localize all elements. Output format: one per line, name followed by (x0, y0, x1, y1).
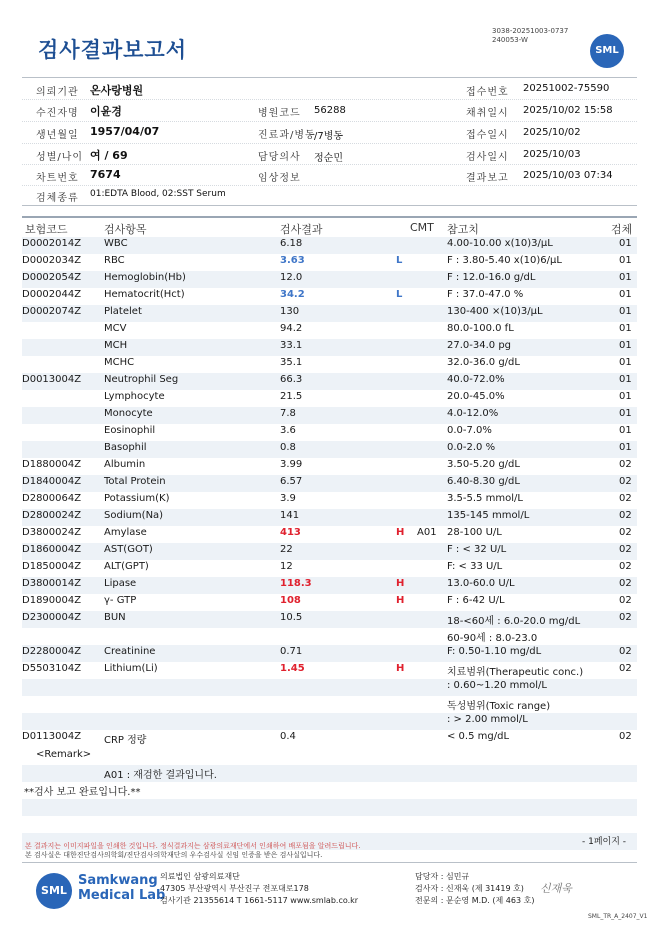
samkwang-logo-icon: SML (36, 873, 72, 909)
cell-ref: 40.0-72.0% (447, 374, 505, 385)
cell-item: Lipase (104, 578, 137, 589)
cell-result: 22 (280, 544, 293, 555)
specimen-label: 검체종류 (36, 193, 79, 204)
cell-code: D0013004Z (22, 374, 82, 385)
cell-item: Hemoglobin(Hb) (104, 272, 186, 283)
cell-item: Albumin (104, 459, 146, 470)
cell-result: 3.6 (280, 425, 296, 436)
cell-specimen: 01 (619, 442, 632, 453)
cell-ref: 32.0-36.0 g/dL (447, 357, 520, 368)
cell-ref: 80.0-100.0 fL (447, 323, 514, 334)
cell-result: 3.99 (280, 459, 303, 470)
dept-value: /7병동 (314, 131, 344, 142)
remark-label: <Remark> (36, 749, 92, 760)
cell-specimen: 02 (619, 476, 632, 487)
sml-logo: SML (590, 34, 624, 68)
cell-result: 141 (280, 510, 300, 521)
cell-ref: F : 37.0-47.0 % (447, 289, 524, 300)
cell-ref: 60-90세 : 8.0-23.0 (447, 633, 538, 644)
cell-specimen: 02 (619, 527, 632, 538)
receipt-date-label: 접수일시 (466, 130, 509, 141)
cell-code: D2280004Z (22, 646, 82, 657)
cell-specimen: 02 (619, 578, 632, 589)
row-divider (22, 164, 637, 165)
cell-item: Hematocrit(Hct) (104, 289, 185, 300)
collect-value: 2025/10/02 15:58 (523, 105, 613, 116)
org-contact: 검사기관 21355614 T 1661-5117 www.smlab.co.kr (160, 896, 359, 905)
cell-ref: 20.0-45.0% (447, 391, 505, 402)
hospital-label: 의뢰기관 (36, 87, 79, 98)
cell-result: 21.5 (280, 391, 303, 402)
cell-specimen: 01 (619, 323, 632, 334)
cell-code: D1850004Z (22, 561, 82, 572)
examiner-signature: 신재욱 (540, 882, 572, 895)
cell-code: D2800024Z (22, 510, 82, 521)
doctor-label: 담당의사 (258, 152, 301, 163)
cell-ref: 4.00-10.00 x(10)3/μL (447, 238, 553, 249)
cell-result: 94.2 (280, 323, 303, 334)
cell-specimen: 01 (619, 289, 632, 300)
cell-ref: F: < 33 U/L (447, 561, 503, 572)
cell-item: Eosinophil (104, 425, 156, 436)
col-header-specimen: 검체 (611, 223, 633, 236)
cell-result: 108 (280, 595, 301, 606)
divider (22, 205, 637, 206)
cell-flag: H (396, 663, 405, 674)
cell-ref: 130-400 ×(10)3/μL (447, 306, 543, 317)
cell-item: Basophil (104, 442, 147, 453)
row-divider (22, 185, 637, 186)
cell-specimen: 01 (619, 391, 632, 402)
cell-specimen: 02 (619, 595, 632, 606)
divider (22, 77, 637, 78)
cell-code: D0002034Z (22, 255, 82, 266)
cell-ref: < 0.5 mg/dL (447, 731, 510, 742)
cell-code: D1840004Z (22, 476, 82, 487)
cell-cmt: A01 (417, 527, 437, 538)
clinical-label: 임상정보 (258, 173, 301, 184)
cell-result: 6.18 (280, 238, 303, 249)
cell-result: 0.71 (280, 646, 303, 657)
cell-result: 118.3 (280, 578, 312, 589)
cell-ref: 28-100 U/L (447, 527, 502, 538)
cell-result: 10.5 (280, 612, 303, 623)
dob-label: 생년월일 (36, 130, 79, 141)
cell-item: Lymphocyte (104, 391, 165, 402)
staff-info (415, 871, 534, 907)
cell-ref: F : 3.80-5.40 x(10)6/μL (447, 255, 562, 266)
col-header-ref: 참고치 (447, 223, 479, 236)
chart-value: 7674 (90, 168, 121, 181)
cell-result: 66.3 (280, 374, 303, 385)
cell-specimen: 01 (619, 425, 632, 436)
divider (22, 862, 637, 863)
cell-item: Total Protein (104, 476, 166, 487)
cell-result: 3.63 (280, 255, 305, 266)
cell-specimen: 01 (619, 408, 632, 419)
logo-line2: Medical Lab (78, 888, 166, 903)
logo-line1: Samkwang (78, 873, 158, 888)
cell-specimen: 02 (619, 510, 632, 521)
cell-item: γ- GTP (104, 595, 137, 606)
cell-ref: 4.0-12.0% (447, 408, 499, 419)
cell-code: D1860004Z (22, 544, 82, 555)
receipt-no-value: 20251002-75590 (523, 83, 610, 94)
samkwang-logo-text (78, 873, 165, 903)
cell-result: 35.1 (280, 357, 303, 368)
cell-result: 6.57 (280, 476, 303, 487)
col-header-item: 검사항목 (104, 223, 147, 236)
cell-flag: H (396, 578, 405, 589)
receipt-date-value: 2025/10/02 (523, 127, 581, 138)
cell-specimen: 02 (619, 459, 632, 470)
name-value: 이윤경 (90, 105, 122, 118)
row-divider (22, 143, 637, 144)
hospital-value: 온사랑병원 (90, 84, 144, 97)
cell-ref: 13.0-60.0 U/L (447, 578, 515, 589)
specimen-value: 01:EDTA Blood, 02:SST Serum (90, 189, 226, 199)
org-info (160, 871, 358, 907)
document-id (492, 27, 568, 45)
cell-flag: L (396, 255, 403, 266)
cell-ref: 0.0-7.0% (447, 425, 492, 436)
cell-ref: 6.40-8.30 g/dL (447, 476, 520, 487)
cell-specimen: 02 (619, 561, 632, 572)
col-header-result: 검사결과 (280, 223, 323, 236)
sex-age-label: 성별/나이 (36, 152, 84, 163)
cell-code: D0002074Z (22, 306, 82, 317)
cell-ref: 독성범위(Toxic range) (447, 701, 551, 712)
cell-code: D2800064Z (22, 493, 82, 504)
cell-code: D1890004Z (22, 595, 82, 606)
cell-result: 130 (280, 306, 300, 317)
cell-item: BUN (104, 612, 126, 623)
cell-flag: H (396, 595, 405, 606)
test-date-label: 검사일시 (466, 152, 509, 163)
cell-item: MCV (104, 323, 127, 334)
org-address: 47305 부산광역시 부산진구 전포대로178 (160, 884, 309, 893)
org-name: 의료법인 삼광의료재단 (160, 872, 240, 881)
row-band (22, 713, 637, 730)
cell-specimen: 02 (619, 663, 632, 674)
name-label: 수진자명 (36, 108, 79, 119)
row-divider (22, 121, 637, 122)
cell-code: D3800014Z (22, 578, 82, 589)
cell-code: D0113004Z (22, 731, 82, 742)
remark-a01: A01 : 재검한 결과입니다. (104, 770, 217, 781)
cell-code: D5503104Z (22, 663, 82, 674)
form-code: SML_TR_A_2407_V1 (588, 913, 648, 920)
cell-item: Sodium(Na) (104, 510, 164, 521)
cell-ref: 치료범위(Therapeutic conc.) (447, 667, 584, 678)
col-header-code: 보험코드 (25, 223, 68, 236)
image-warning-note: 본 결과지는 이미지파일을 인쇄한 것입니다. 정식결과지는 삼광의료재단에서 인쇄하여 배포됨을 알려드립니다. (25, 842, 361, 850)
chart-label: 차트번호 (36, 173, 79, 184)
cell-item: Potassium(K) (104, 493, 170, 504)
cell-ref: F : 12.0-16.0 g/dL (447, 272, 536, 283)
cell-ref: 135-145 mmol/L (447, 510, 530, 521)
receipt-no-label: 접수번호 (466, 87, 509, 98)
cell-result: 413 (280, 527, 301, 538)
cell-item: Creatinine (104, 646, 156, 657)
cell-item: CRP 정량 (104, 735, 147, 746)
sex-age-value: 여 / 69 (90, 149, 128, 162)
cell-result: 7.8 (280, 408, 296, 419)
cell-result: 0.4 (280, 731, 296, 742)
cell-ref: : 0.60~1.20 mmol/L (447, 680, 547, 691)
page-title: 검사결과보고서 (38, 38, 188, 62)
report-label: 결과보고 (466, 173, 509, 184)
cell-item: Amylase (104, 527, 147, 538)
certification-note: 본 검사실은 대한진단검사의학회/진단검사의학재단의 우수검사실 신임 인증을 받은 검사실입니다. (25, 851, 323, 859)
cell-item: Lithium(Li) (104, 663, 158, 674)
hosp-code-label: 병원코드 (258, 108, 301, 119)
report-complete-note: **검사 보고 완료입니다.** (24, 787, 141, 798)
report-value: 2025/10/03 07:34 (523, 170, 613, 181)
cell-ref: 3.5-5.5 mmol/L (447, 493, 523, 504)
cell-ref: 27.0-34.0 pg (447, 340, 512, 351)
cell-ref: F : 6-42 U/L (447, 595, 505, 606)
cell-specimen: 01 (619, 374, 632, 385)
cell-result: 33.1 (280, 340, 303, 351)
cell-result: 3.9 (280, 493, 296, 504)
cell-ref: 3.50-5.20 g/dL (447, 459, 520, 470)
cell-code: D3800024Z (22, 527, 82, 538)
dob-value: 1957/04/07 (90, 125, 160, 138)
cell-ref: 0.0-2.0 % (447, 442, 496, 453)
cell-ref: F: 0.50-1.10 mg/dL (447, 646, 542, 657)
cell-item: MCH (104, 340, 128, 351)
cell-code: D0002054Z (22, 272, 82, 283)
cell-specimen: 01 (619, 340, 632, 351)
cell-item: MCHC (104, 357, 135, 368)
cell-item: WBC (104, 238, 128, 249)
row-band (22, 799, 637, 816)
cell-ref: : > 2.00 mmol/L (447, 714, 528, 725)
examiner: 검사자 : 신재욱 (제 31419 호) (415, 884, 524, 893)
col-header-cmt: CMT (410, 221, 434, 234)
cell-item: RBC (104, 255, 125, 266)
cell-result: 1.45 (280, 663, 305, 674)
doctor-value: 정순민 (314, 153, 343, 164)
cell-item: AST(GOT) (104, 544, 153, 555)
document-id-line2: 240053-W (492, 36, 528, 44)
collect-label: 채취일시 (466, 108, 509, 119)
dept-label: 진료과/병동 (258, 130, 316, 141)
cell-specimen: 01 (619, 306, 632, 317)
cell-ref: 18-<60세 : 6.0-20.0 mg/dL (447, 616, 581, 627)
cell-item: ALT(GPT) (104, 561, 149, 572)
cell-item: Platelet (104, 306, 142, 317)
cell-specimen: 02 (619, 612, 632, 623)
cell-code: D2300004Z (22, 612, 82, 623)
cell-specimen: 02 (619, 646, 632, 657)
cell-specimen: 01 (619, 255, 632, 266)
hosp-code-value: 56288 (314, 105, 346, 116)
cell-specimen: 02 (619, 493, 632, 504)
manager: 담당자 : 심민규 (415, 872, 470, 881)
page-number: - 1페이지 - (582, 837, 627, 847)
cell-specimen: 01 (619, 272, 632, 283)
cell-result: 12 (280, 561, 293, 572)
cell-code: D1880004Z (22, 459, 82, 470)
cell-code: D0002044Z (22, 289, 82, 300)
cell-item: Monocyte (104, 408, 153, 419)
cell-flag: H (396, 527, 405, 538)
cell-result: 12.0 (280, 272, 303, 283)
cell-code: D0002014Z (22, 238, 82, 249)
cell-result: 34.2 (280, 289, 305, 300)
cell-ref: F : < 32 U/L (447, 544, 507, 555)
cell-flag: L (396, 289, 403, 300)
cell-specimen: 02 (619, 731, 632, 742)
document-id-line1: 3038-20251003-0737 (492, 27, 569, 35)
specialist: 전문의 : 문순영 M.D. (제 463 호) (415, 896, 535, 905)
cell-specimen: 02 (619, 544, 632, 555)
cell-specimen: 01 (619, 357, 632, 368)
cell-item: Neutrophil Seg (104, 374, 179, 385)
cell-result: 0.8 (280, 442, 296, 453)
test-date-value: 2025/10/03 (523, 149, 581, 160)
cell-specimen: 01 (619, 238, 632, 249)
row-divider (22, 99, 637, 100)
table-top-border (22, 216, 637, 218)
